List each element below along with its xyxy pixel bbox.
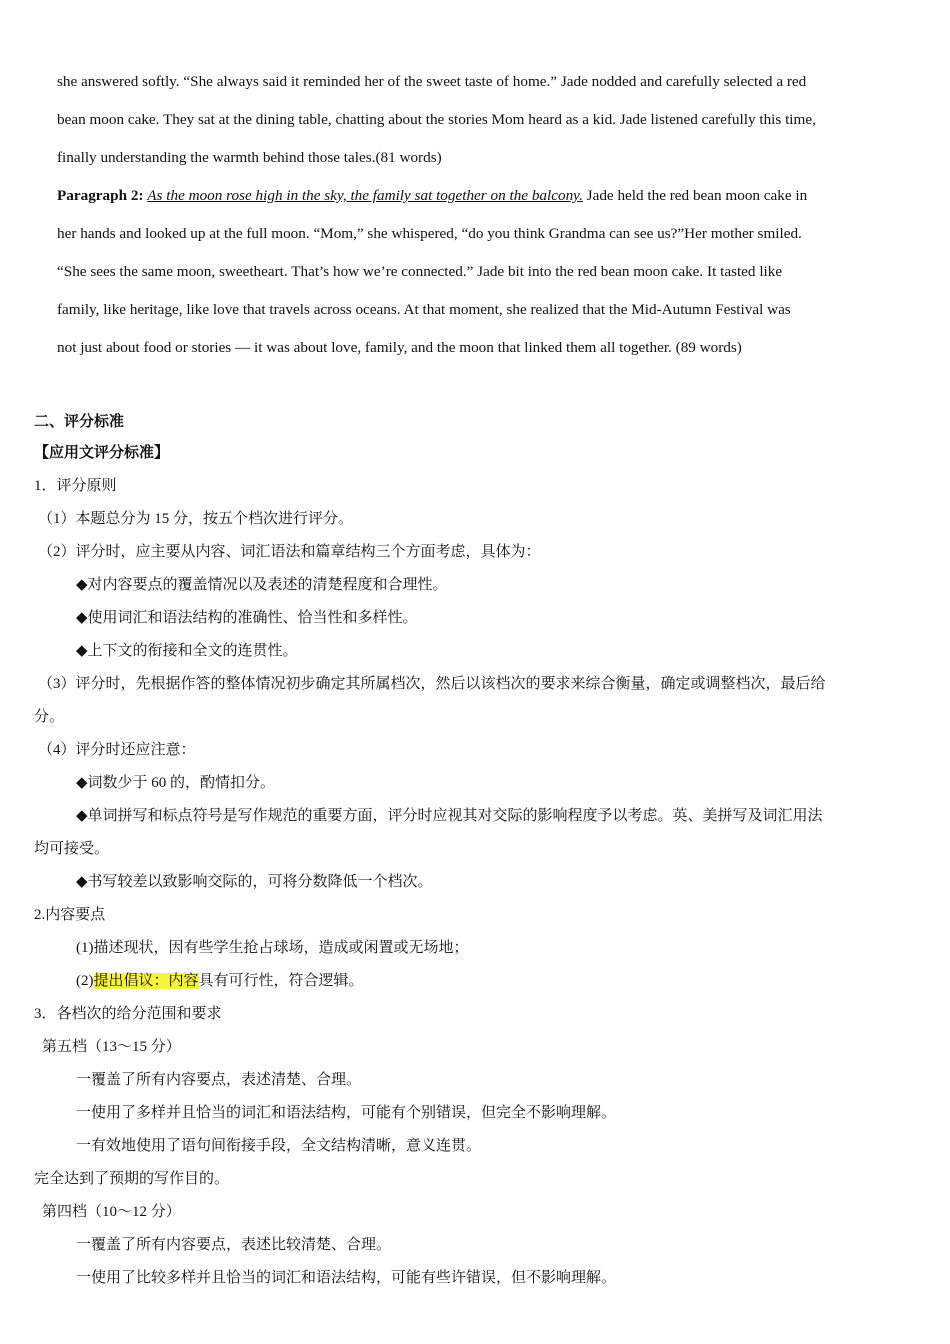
grade-band-title: 第四档（10～12 分） <box>42 1204 181 1220</box>
highlighted-text: 提出倡议：内容 <box>93 973 199 989</box>
bullet-item: ◆词数少于 60 的，酌情扣分。 <box>76 775 276 791</box>
grade-criterion: 一覆盖了所有内容要点，表述比较清楚、合理。 <box>76 1237 392 1253</box>
rule-item-cont: 分。 <box>34 709 65 725</box>
rule-item: （1）本题总分为 15 分，按五个档次进行评分。 <box>38 511 354 527</box>
essay-line: she answered softly. “She always said it reminded her of the sweet taste of home.” Jade nodded and carefully selected a red <box>57 73 807 90</box>
grade-band-title: 第五档（13～15 分） <box>42 1039 181 1055</box>
point-number: (2) <box>76 973 94 989</box>
essay-line: her hands and looked up at the full moon. “Mom,” she whispered, “do you think Grandma can see us?”Her mother smiled. <box>57 225 802 242</box>
rubric-subtitle: 【应用文评分标准】 <box>34 445 170 461</box>
paragraph-2-label: Paragraph 2: <box>57 187 144 204</box>
bullet-item: ◆书写较差以致影响交际的，可将分数降低一个档次。 <box>76 874 433 890</box>
essay-line: family, like heritage, like love that travels across oceans. At that moment, she realized that the Mid-Autumn Festival was <box>57 301 791 318</box>
content-point: (1)描述现状，因有些学生抢占球场，造成或闲置或无场地； <box>76 940 469 956</box>
point-text: 具有可行性，符合逻辑。 <box>198 973 364 989</box>
grade-criterion: 一覆盖了所有内容要点，表述清楚、合理。 <box>76 1072 362 1088</box>
bullet-item: ◆使用词汇和语法结构的准确性、恰当性和多样性。 <box>76 610 418 626</box>
grade-criterion: 一使用了比较多样并且恰当的词汇和语法结构，可能有些许错误，但不影响理解。 <box>76 1270 617 1286</box>
bullet-item: ◆上下文的衔接和全文的连贯性。 <box>76 643 298 659</box>
content-point <box>76 971 364 991</box>
essay-line: “She sees the same moon, sweetheart. That’s how we’re connected.” Jade bit into the red bean moon cake. It tasted like <box>57 263 783 280</box>
underlined-sentence: As the moon rose high in the sky, the family sat together on the balcony. <box>147 187 583 204</box>
grade-summary: 完全达到了预期的写作目的。 <box>34 1171 230 1187</box>
grade-criterion: 一有效地使用了语句间衔接手段，全文结构清晰，意义连贯。 <box>76 1138 482 1154</box>
essay-line: bean moon cake. They sat at the dining table, chatting about the stories Mom heard as a kid. Jade listened carefully this time, <box>57 111 816 128</box>
rule-item: （2）评分时，应主要从内容、词汇语法和篇章结构三个方面考虑，具体为： <box>38 544 541 560</box>
essay-text: Jade held the red bean moon cake in <box>582 187 808 204</box>
section-title: 二、评分标准 <box>34 414 125 430</box>
grade-criterion: 一使用了多样并且恰当的词汇和语法结构，可能有个别错误，但完全不影响理解。 <box>76 1105 617 1121</box>
rule-item: （4）评分时还应注意： <box>38 742 196 758</box>
heading-grade-bands: 3．各档次的给分范围和要求 <box>34 1006 222 1022</box>
rule-item: （3）评分时，先根据作答的整体情况初步确定其所属档次，然后以该档次的要求来综合衡量，确定或调整档次，最后给 <box>38 676 826 692</box>
bullet-item-cont: 均可接受。 <box>34 841 110 857</box>
essay-line: not just about food or stories — it was about love, family, and the moon that linked them all together. (89 words) <box>57 339 742 356</box>
essay-line: finally understanding the warmth behind those tales.(81 words) <box>57 149 442 166</box>
heading-content-points: 2.内容要点 <box>34 907 106 923</box>
bullet-item: ◆对内容要点的覆盖情况以及表述的清楚程度和合理性。 <box>76 577 448 593</box>
bullet-item: ◆单词拼写和标点符号是写作规范的重要方面，评分时应视其对交际的影响程度予以考虑。英、美拼写及词汇用法 <box>76 808 823 824</box>
heading-principles: 1．评分原则 <box>34 478 117 494</box>
paragraph-2-line <box>57 186 907 206</box>
